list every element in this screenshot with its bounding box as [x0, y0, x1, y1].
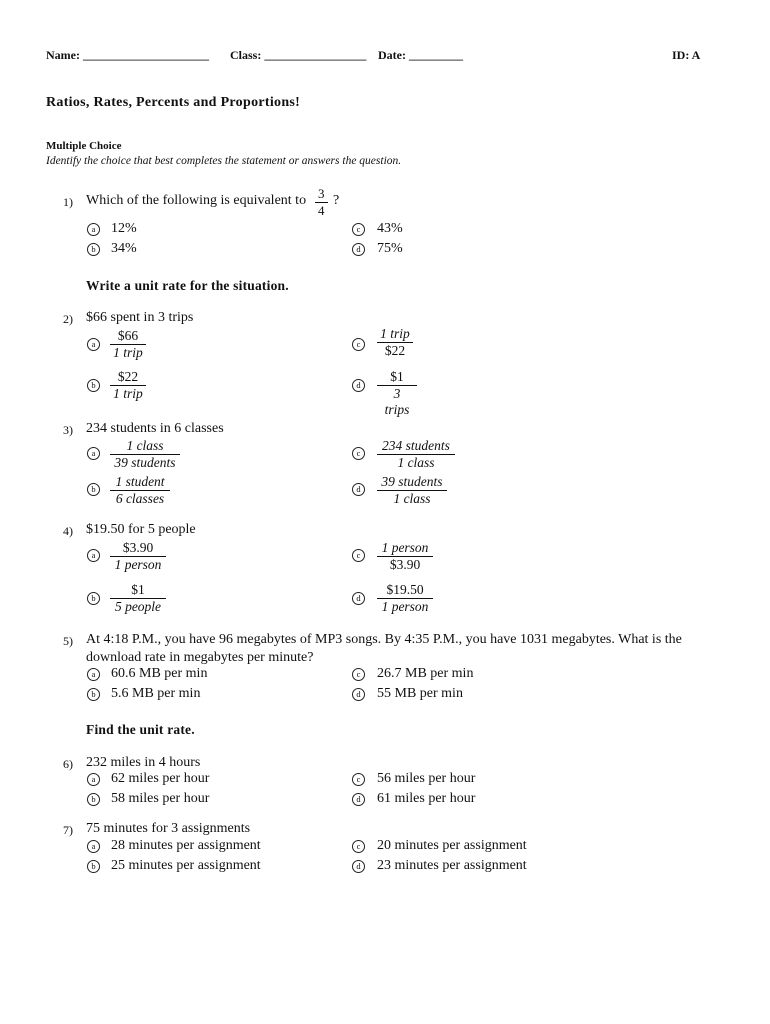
choice-b-bubble[interactable]: b [87, 379, 100, 392]
choice-c-bubble[interactable]: c [352, 668, 365, 681]
choice-c-bubble[interactable]: c [352, 223, 365, 236]
choice-d-bubble[interactable]: d [352, 379, 365, 392]
question-text: 75 minutes for 3 assignments [86, 821, 251, 836]
choice-d-bubble[interactable]: d [352, 483, 365, 496]
choice-d-text: 55 MB per min [377, 686, 463, 701]
choice-a-bubble[interactable]: a [87, 223, 100, 236]
choice-a-fraction [110, 328, 146, 361]
choice-a-fraction [110, 540, 166, 573]
choice-c-text: 26.7 MB per min [377, 666, 474, 681]
fraction-numerator: 1 trip [380, 326, 410, 341]
name-field-label: Name: _____________________ [46, 48, 209, 62]
fraction-denominator: 6 classes [110, 490, 170, 507]
choice-b-bubble[interactable]: b [87, 688, 100, 701]
section-instructions: Identify the choice that best completes the statement or answers the question. [46, 155, 402, 167]
fraction-numerator: $1 [131, 582, 145, 597]
question-text: 234 students in 6 classes [86, 421, 224, 436]
choice-c-text: 20 minutes per assignment [377, 838, 527, 853]
fraction-numerator: 1 person [381, 540, 429, 555]
choice-a-bubble[interactable]: a [87, 668, 100, 681]
choice-b-bubble[interactable]: b [87, 592, 100, 605]
question-number: 7) [63, 823, 73, 837]
choice-a-bubble[interactable]: a [87, 447, 100, 460]
fraction-denominator: 39 students [110, 454, 180, 471]
choice-a-bubble[interactable]: a [87, 840, 100, 853]
choice-d-fraction [377, 369, 417, 418]
question-number: 1) [63, 195, 73, 209]
question-text-line-1: At 4:18 P.M., you have 96 megabytes of MP3 songs. By 4:35 P.M., you have 1031 megabytes. What is the [86, 632, 682, 647]
choice-a-bubble[interactable]: a [87, 338, 100, 351]
question-text: Which of the following is equivalent to [86, 193, 307, 208]
choice-a-bubble[interactable]: a [87, 773, 100, 786]
fraction-denominator: 4 [315, 202, 328, 219]
class-field-label: Class: _________________ [230, 48, 367, 62]
fraction-numerator: 1 class [126, 438, 164, 453]
choice-a-text: 60.6 MB per min [111, 666, 208, 681]
choice-b-text: 25 minutes per assignment [111, 858, 261, 873]
choice-b-fraction [110, 582, 166, 615]
fraction-numerator: 1 student [115, 474, 165, 489]
choice-c-bubble[interactable]: c [352, 338, 365, 351]
fraction-numerator: 3 [318, 186, 325, 201]
choice-d-fraction [377, 474, 447, 507]
choice-c-bubble[interactable]: c [352, 549, 365, 562]
choice-c-fraction [377, 438, 455, 471]
subheading-find-unit-rate: Find the unit rate. [86, 722, 195, 737]
fraction-numerator: $66 [117, 328, 139, 343]
fraction-denominator: 1 class [377, 454, 455, 471]
choice-d-fraction [377, 582, 433, 615]
question-number: 4) [63, 524, 73, 538]
question-suffix: ? [333, 193, 340, 208]
choice-c-bubble[interactable]: c [352, 773, 365, 786]
question-fraction [315, 186, 328, 219]
choice-b-bubble[interactable]: b [87, 243, 100, 256]
fraction-denominator: 1 person [377, 598, 433, 615]
choice-c-bubble[interactable]: c [352, 840, 365, 853]
fraction-denominator: 1 class [377, 490, 447, 507]
subheading-write-unit-rate: Write a unit rate for the situation. [86, 278, 289, 293]
choice-d-bubble[interactable]: d [352, 592, 365, 605]
id-label: ID: A [672, 48, 701, 62]
choice-b-text: 5.6 MB per min [111, 686, 201, 701]
question-text: $19.50 for 5 people [86, 522, 196, 537]
fraction-numerator: 234 students [382, 438, 450, 453]
fraction-numerator: $3.90 [122, 540, 154, 555]
choice-c-text: 56 miles per hour [377, 771, 476, 786]
fraction-numerator: 39 students [381, 474, 443, 489]
choice-b-bubble[interactable]: b [87, 860, 100, 873]
choice-b-fraction [110, 474, 170, 507]
choice-a-bubble[interactable]: a [87, 549, 100, 562]
fraction-denominator: $22 [377, 342, 413, 359]
question-text: $66 spent in 3 trips [86, 310, 194, 325]
choice-a-text: 28 minutes per assignment [111, 838, 261, 853]
choice-b-text: 34% [111, 241, 137, 256]
question-number: 5) [63, 634, 73, 648]
choice-d-bubble[interactable]: d [352, 688, 365, 701]
section-heading: Multiple Choice [46, 140, 122, 152]
question-number: 3) [63, 423, 73, 437]
choice-d-bubble[interactable]: d [352, 243, 365, 256]
choice-c-fraction [377, 540, 433, 573]
choice-b-bubble[interactable]: b [87, 483, 100, 496]
choice-d-bubble[interactable]: d [352, 860, 365, 873]
choice-b-bubble[interactable]: b [87, 793, 100, 806]
question-text-line-2: download rate in megabytes per minute? [86, 650, 314, 665]
choice-d-text: 61 miles per hour [377, 791, 476, 806]
choice-c-fraction [377, 326, 413, 359]
choice-b-fraction [110, 369, 146, 402]
fraction-denominator: 5 people [110, 598, 166, 615]
fraction-denominator: 1 person [110, 556, 166, 573]
question-number: 2) [63, 312, 73, 326]
choice-b-text: 58 miles per hour [111, 791, 210, 806]
choice-a-text: 62 miles per hour [111, 771, 210, 786]
fraction-denominator: 1 trip [110, 344, 146, 361]
choice-d-bubble[interactable]: d [352, 793, 365, 806]
fraction-numerator: $1 [390, 369, 404, 384]
question-text: 232 miles in 4 hours [86, 755, 201, 770]
fraction-numerator: $19.50 [386, 582, 424, 597]
fraction-denominator: $3.90 [377, 556, 433, 573]
date-field-label: Date: _________ [378, 48, 463, 62]
choice-a-text: 12% [111, 221, 137, 236]
choice-c-text: 43% [377, 221, 403, 236]
fraction-numerator: $22 [117, 369, 139, 384]
choice-d-text: 75% [377, 241, 403, 256]
choice-a-fraction [110, 438, 180, 471]
page-title: Ratios, Rates, Percents and Proportions! [46, 95, 301, 110]
fraction-denominator: 1 trip [110, 385, 146, 402]
choice-c-bubble[interactable]: c [352, 447, 365, 460]
choice-d-text: 23 minutes per assignment [377, 858, 527, 873]
fraction-denominator: 3 trips [377, 385, 417, 418]
question-number: 6) [63, 757, 73, 771]
